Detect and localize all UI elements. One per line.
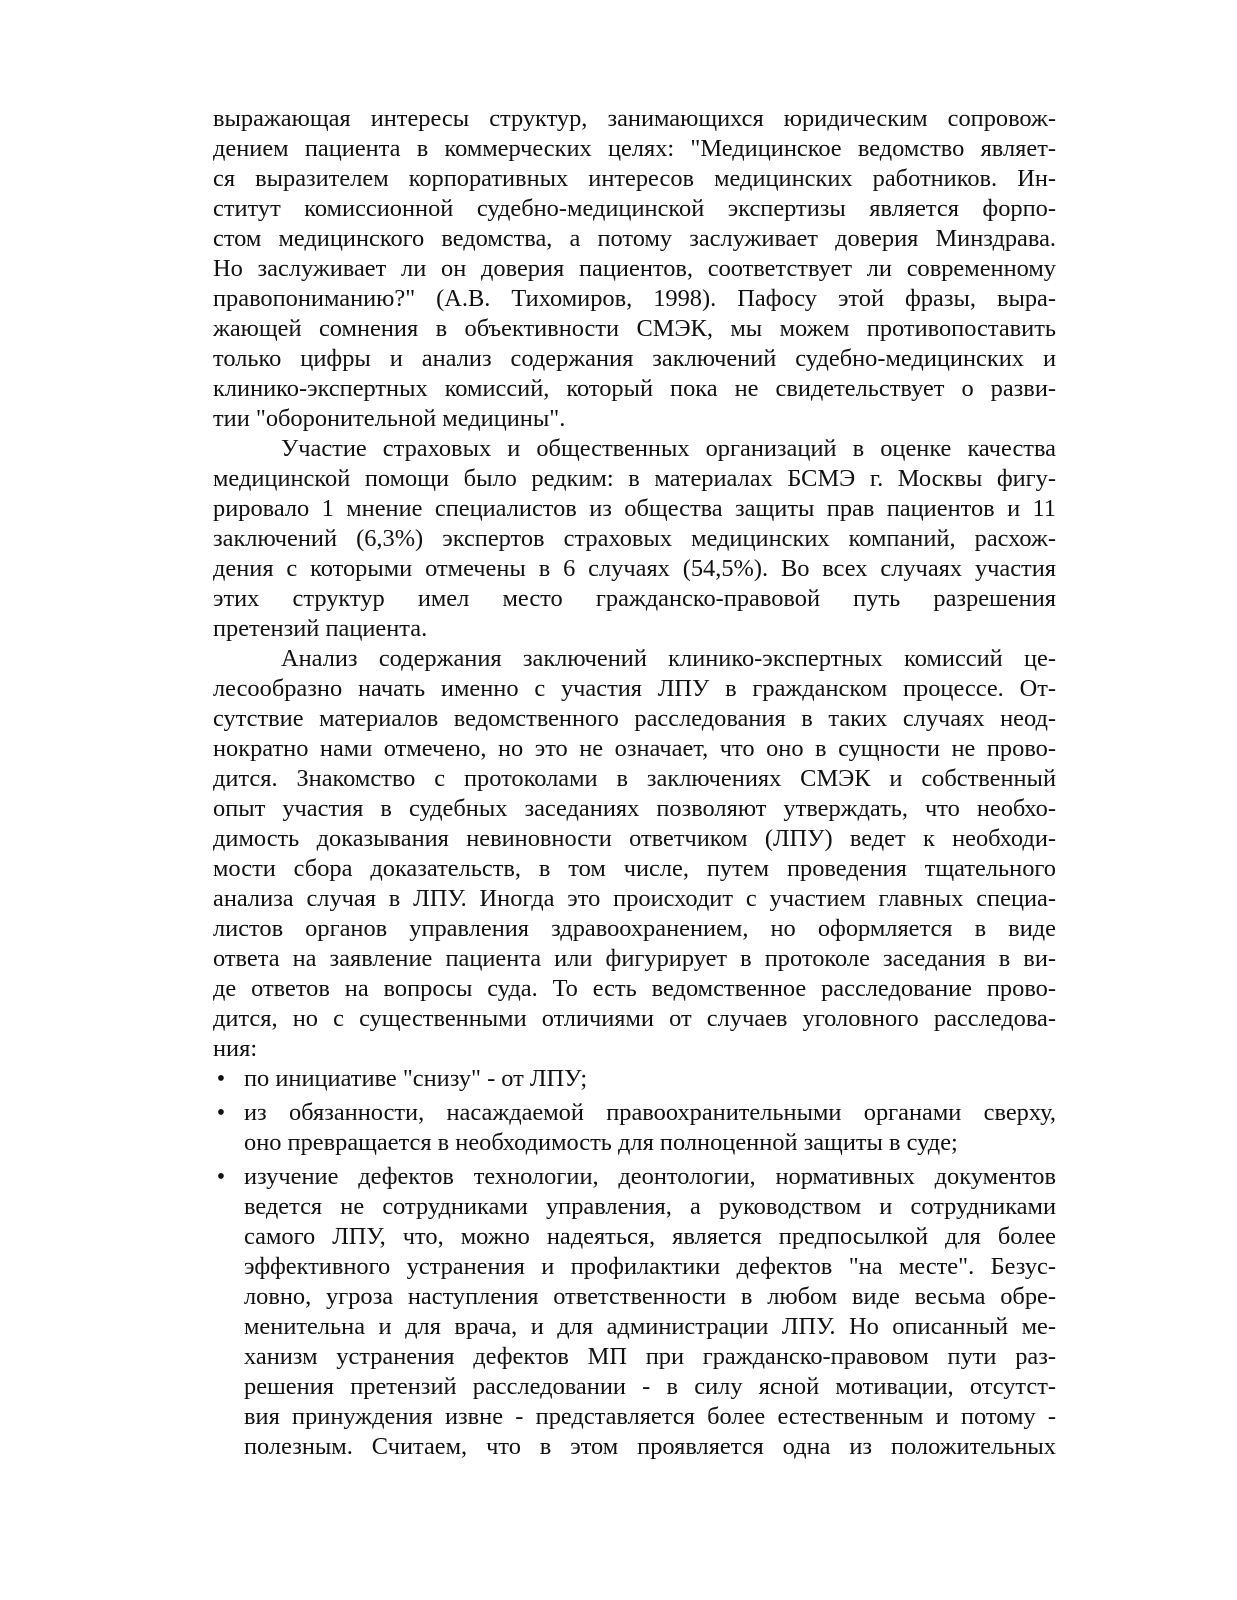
text-line: анализа случая в ЛПУ. Иногда это происходит с участием главных специа- xyxy=(213,885,1056,912)
text-line: де ответов на вопросы суда. То есть ведомственное расследование прово- xyxy=(213,975,1056,1002)
text-line: нократно нами отмечено, но это не означает, что оно в сущности не прово- xyxy=(213,735,1056,762)
paragraph xyxy=(213,434,1056,644)
text-line: дится, но с существенными отличиями от случаев уголовного расследова- xyxy=(213,1005,1056,1032)
text-line: ститут комиссионной судебно-медицинской экспертизы является форпо- xyxy=(213,195,1056,222)
text-line: Но заслуживает ли он доверия пациентов, соответствует ли современному xyxy=(213,255,1056,282)
text-line: жающей сомнения в объективности СМЭК, мы можем противопоставить xyxy=(213,315,1056,342)
text-line: лесообразно начать именно с участия ЛПУ в гражданском процессе. От- xyxy=(213,675,1056,702)
list-item-line: по инициативе "снизу" - от ЛПУ; xyxy=(244,1065,588,1092)
text-line: димость доказывания невиновности ответчиком (ЛПУ) ведет к необходи- xyxy=(213,825,1056,852)
text-line: только цифры и анализ содержания заключений судебно-медицинских и xyxy=(213,345,1056,372)
text-line: Анализ содержания заключений клинико-экспертных комиссий це- xyxy=(281,645,1056,672)
list-item xyxy=(213,1098,1056,1158)
list-item-line: вия принуждения извне - представляется более естественным и потому - xyxy=(244,1403,1056,1430)
list-item-line: оно превращается в необходимость для полноценной защиты в суде; xyxy=(244,1129,958,1156)
text-line: рировало 1 мнение специалистов из общества защиты прав пациентов и 11 xyxy=(213,495,1056,522)
list-item xyxy=(213,1064,1056,1094)
text-line: ния: xyxy=(213,1035,258,1062)
text-line: стом медицинского ведомства, а потому заслуживает доверия Минздрава. xyxy=(213,225,1056,252)
text-line: ответа на заявление пациента или фигурирует в протоколе заседания в ви- xyxy=(213,945,1056,972)
list-item-line: ловно, угроза наступления ответственности в любом виде весьма обре- xyxy=(244,1283,1056,1310)
list-item-line: эффективного устранения и профилактики дефектов "на месте". Безус- xyxy=(244,1253,1056,1280)
list-item-line: ведется не сотрудниками управления, а руководством и сотрудниками xyxy=(244,1193,1056,1220)
text-line: дится. Знакомство с протоколами в заключениях СМЭК и собственный xyxy=(213,765,1056,792)
bullet-icon: • xyxy=(216,1066,226,1092)
text-line: тии "оборонительной медицины". xyxy=(213,405,566,432)
list-item-line: полезным. Считаем, что в этом проявляется одна из положительных xyxy=(244,1433,1056,1460)
list-item-line: изучение дефектов технологии, деонтологии, нормативных документов xyxy=(244,1163,1056,1190)
list-item-line: самого ЛПУ, что, можно надеяться, является предпосылкой для более xyxy=(244,1223,1056,1250)
text-line: клинико-экспертных комиссий, который пока не свидетельствует о разви- xyxy=(213,375,1056,402)
text-line: опыт участия в судебных заседаниях позволяют утверждать, что необхо- xyxy=(213,795,1056,822)
text-line: претензий пациента. xyxy=(213,615,428,642)
text-line: дением пациента в коммерческих целях: "Медицинское ведомство являет- xyxy=(213,135,1056,162)
text-line: дения с которыми отмечены в 6 случаях (54,5%). Во всех случаях участия xyxy=(213,555,1056,582)
list-item-line: решения претензий расследовании - в силу ясной мотивации, отсутст- xyxy=(244,1373,1056,1400)
body-text xyxy=(213,104,1056,1064)
paragraph xyxy=(213,104,1056,434)
text-line: правопониманию?" (А.В. Тихомиров, 1998). Пафосу этой фразы, выра- xyxy=(213,285,1056,312)
list-item-line: менительна и для врача, и для администрации ЛПУ. Но описанный ме- xyxy=(244,1313,1056,1340)
document-page xyxy=(213,104,1056,1462)
text-line: заключений (6,3%) экспертов страховых медицинских компаний, расхож- xyxy=(213,525,1056,552)
text-line: Участие страховых и общественных организаций в оценке качества xyxy=(281,435,1056,462)
list-item-line: из обязанности, насаждаемой правоохранительными органами сверху, xyxy=(244,1099,1056,1126)
text-line: листов органов управления здравоохранением, но оформляется в виде xyxy=(213,915,1056,942)
bullet-icon: • xyxy=(216,1164,226,1190)
text-line: мости сбора доказательств, в том числе, путем проведения тщательного xyxy=(213,855,1056,882)
text-line: выражающая интересы структур, занимающихся юридическим сопровож- xyxy=(213,105,1056,132)
paragraph xyxy=(213,644,1056,1064)
bullet-list xyxy=(213,1064,1056,1462)
list-item-line: ханизм устранения дефектов МП при гражданско-правовом пути раз- xyxy=(244,1343,1056,1370)
list-item xyxy=(213,1162,1056,1462)
text-line: ся выразителем корпоративных интересов медицинских работников. Ин- xyxy=(213,165,1056,192)
bullet-icon: • xyxy=(216,1100,226,1126)
text-line: медицинской помощи было редким: в материалах БСМЭ г. Москвы фигу- xyxy=(213,465,1056,492)
text-line: сутствие материалов ведомственного расследования в таких случаях неод- xyxy=(213,705,1056,732)
text-line: этих структур имел место гражданско-правовой путь разрешения xyxy=(213,585,1056,612)
